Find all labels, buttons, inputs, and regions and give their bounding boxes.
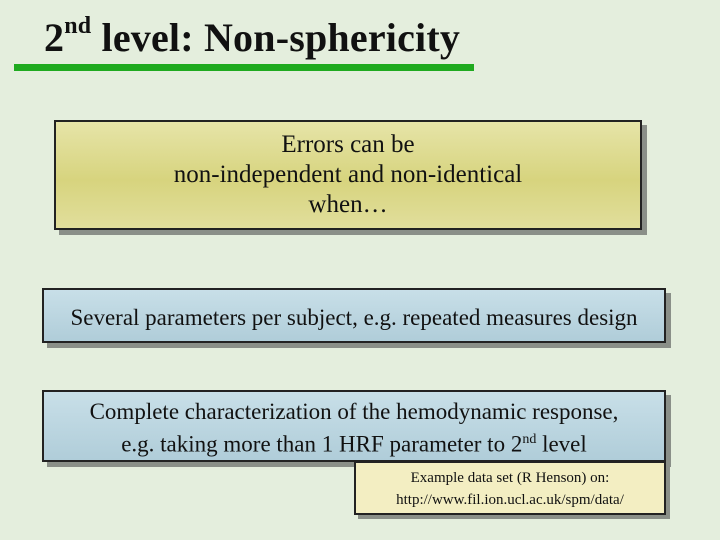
hrf-line-1: Complete characterization of the hemodynamic response,: [89, 399, 619, 424]
errors-line-3: when…: [308, 191, 388, 218]
hrf-line-2-superscript: nd: [522, 432, 537, 447]
errors-box: [54, 120, 642, 230]
parameters-text: Several parameters per subject, e.g. repeated measures design: [70, 305, 638, 330]
title-prefix: 2: [44, 15, 65, 60]
example-data-box: [354, 461, 666, 515]
title-underline: [14, 64, 474, 71]
hrf-line-2: [44, 426, 664, 459]
hrf-line-2-text: e.g. taking more than 1 HRF parameter to 2: [121, 431, 523, 457]
hrf-box: [42, 390, 666, 462]
example-line-1: Example data set (R Henson) on:: [410, 470, 610, 486]
title-superscript: nd: [64, 12, 92, 39]
hrf-line-2-end: level: [536, 431, 587, 457]
slide-title: [44, 14, 460, 61]
example-data-url[interactable]: http://www.fil.ion.ucl.ac.uk/spm/data/: [396, 492, 624, 508]
errors-line-2: non-independent and non-identical: [173, 161, 523, 188]
errors-line-1: Errors can be: [281, 131, 415, 158]
title-rest: level: Non-sphericity: [91, 15, 461, 60]
parameters-box: [42, 288, 666, 343]
